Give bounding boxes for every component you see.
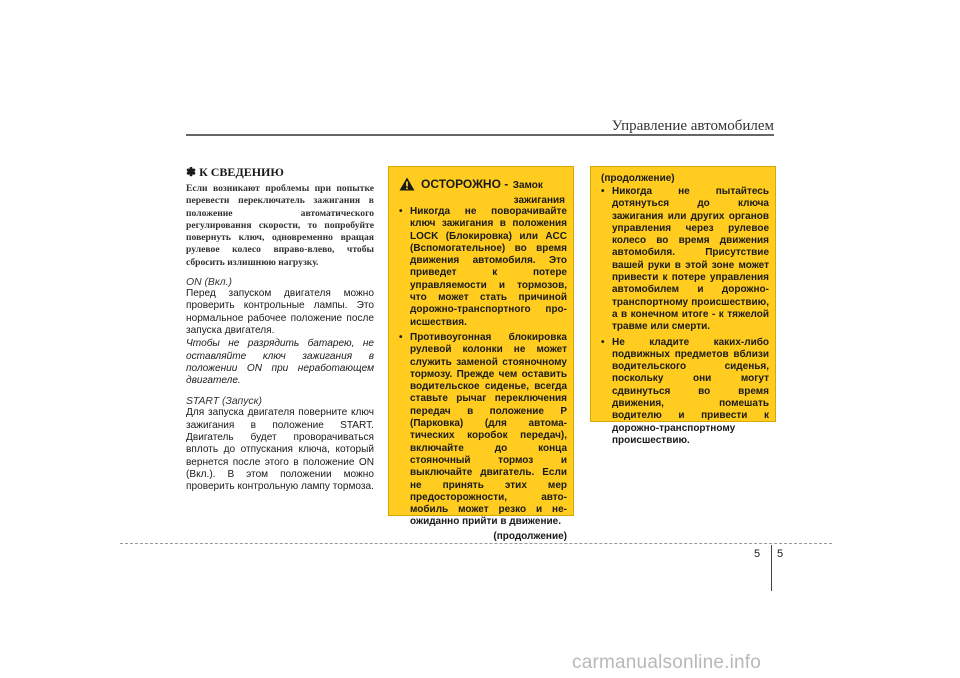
note-symbol: ✽ — [186, 165, 197, 179]
footer-dashed-line — [120, 543, 832, 544]
page-number-section: 5 — [754, 548, 761, 560]
warning-item: • Никогда не пытайтесь дотянуться до ключа зажигания или других органов управления через рулевое колесо во время движения автомобиля. Присутствие вашей руки в этой зоне может привести к потере управления автомобилем и дорожно-транспортному происшествию, а в конечном итоге - к тяжелой травме или смерти. — [601, 186, 769, 334]
warning-triangle-icon — [399, 177, 415, 191]
note-title — [186, 165, 374, 180]
on-italic-text: Чтобы не разрядить батарею, не оставляйте ключ зажигания в положении ON при неработающем двигателе. — [186, 338, 374, 387]
note-title-text: К СВЕДЕНИЮ — [199, 165, 284, 179]
warning-item: • Никогда не поворачивайте ключ зажигания в положения LOCK (Блокировка) или ACC (Вспомогательное) во время движения автомобиля. Это приведет к потере управляемости и тормозов, что может стать причиной дорожно-транспортного про-исшествия. — [399, 206, 567, 329]
start-text: Для запуска двигателя поверните ключ зажигания в положение START. Двигатель будет проворачиваться вплоть до отпускания ключа, который вернется после этого в положение ON (Вкл.). В этом положении можно проверить контрольную лампу тормоза. — [186, 407, 374, 493]
warning-item: • Противоугонная блокировка рулевой колонки не может служить заменой стояночному тормозу. Прежде чем оставить водительское сиденье, всегда ставьте рычаг переключения передач в положение P (Парковка) (для автома-тических коробок передач), включайте до конца стояночный тормоз и выключайте двигатель. Если не принять этих мер предосторожности, авто-мобиль может резко и не-ожиданно прийти в движение. — [399, 332, 567, 529]
warning-continued: (продолжение) — [493, 530, 567, 542]
warning-item: • Не кладите каких-либо подвижных предметов вблизи водительского сиденья, поскольку они могут сдвинуться во время движения, помешать водителю и привести к дорожно-транспортному происшествию. — [601, 337, 769, 448]
warning-cont-label: (продолжение) — [601, 173, 675, 184]
section-title: Управление автомобилем — [611, 118, 774, 134]
watermark: carmanualsonline.info — [572, 652, 762, 673]
warning-box — [388, 166, 574, 542]
warning-cont-list — [601, 186, 769, 447]
left-column — [186, 165, 374, 495]
on-title: ON (Вкл.) — [186, 277, 232, 289]
warning-box-continued — [590, 166, 776, 446]
warning-list — [399, 206, 567, 529]
note-body: Если возникают проблемы при попытке перевести переключатель зажигания в положение автоматического регулирования скорости, то попробуйте повернуть ключ, одновременно вращая рулевое колесо вправо-влево, чтобы сбросить излишнюю нагрузку. — [186, 183, 374, 268]
warning-subtitle-1: Замок — [512, 180, 543, 191]
on-text: Перед запуском двигателя можно проверить контрольные лампы. Это нормальное рабочее положение после запуска двигателя. — [186, 288, 374, 336]
warning-header — [399, 175, 567, 193]
footer-page-divider — [771, 545, 772, 591]
page-number: 5 — [777, 548, 784, 560]
warning-subtitle-2: зажигания — [513, 195, 565, 206]
header-rule — [186, 134, 774, 136]
warning-title: ОСТОРОЖНО - — [421, 177, 509, 191]
start-title: START (Запуск) — [186, 396, 262, 408]
